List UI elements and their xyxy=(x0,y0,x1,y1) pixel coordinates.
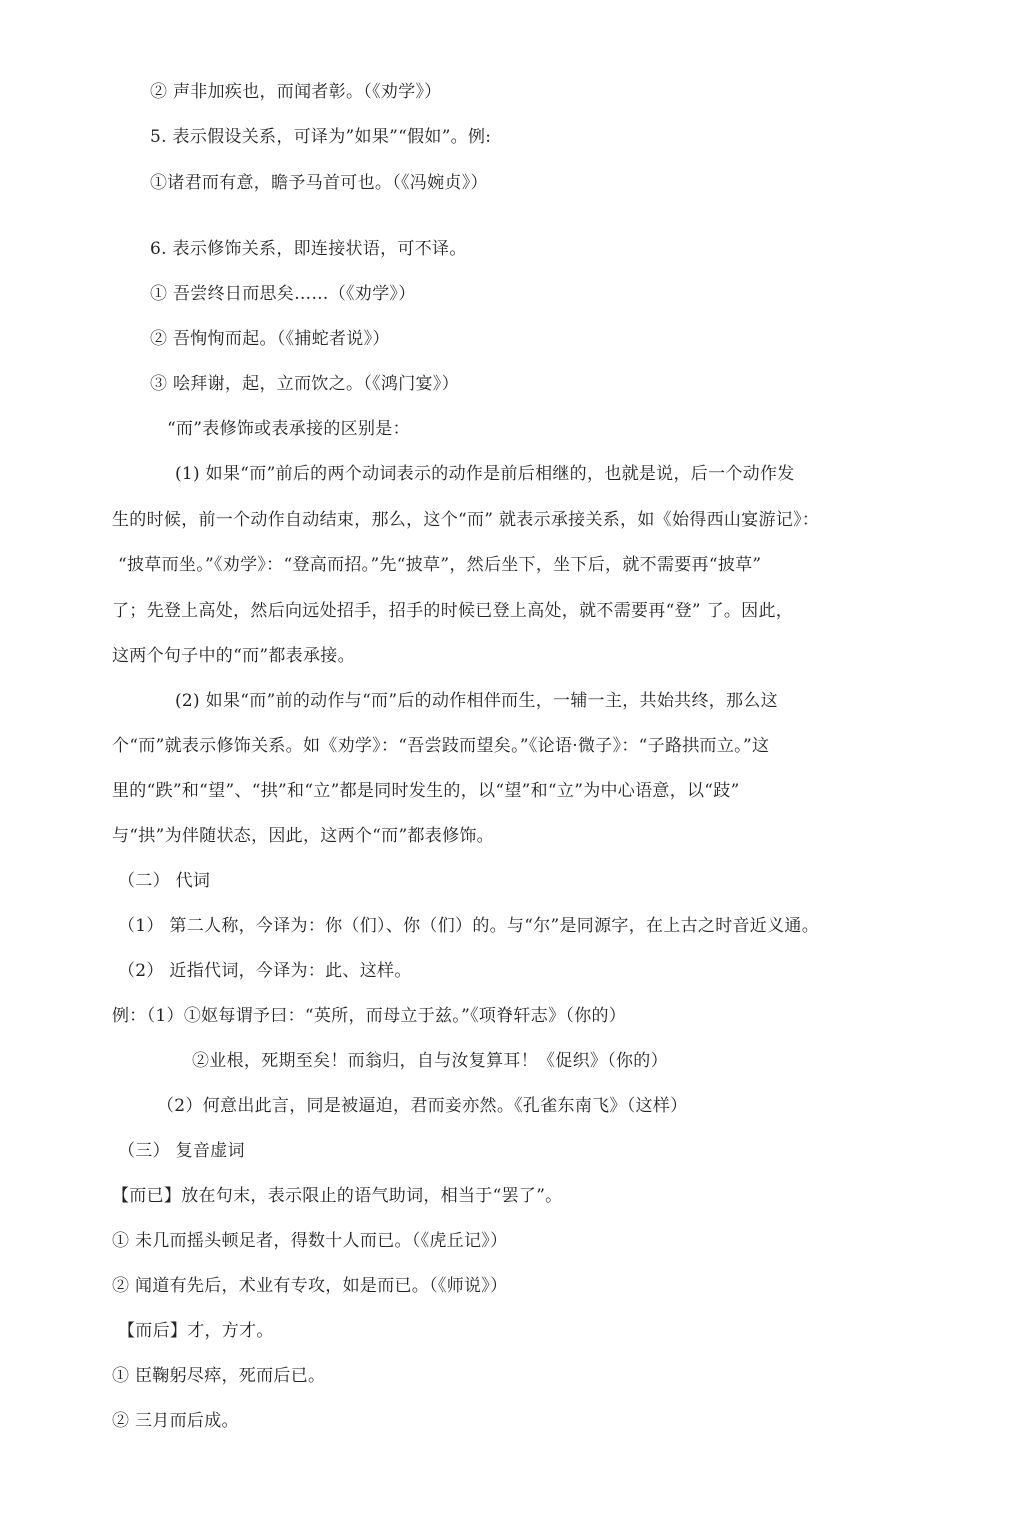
text-line: “而”表修饰或表承接的区别是： xyxy=(167,419,410,439)
text-line: （2） 近指代词，今译为：此、这样。 xyxy=(118,961,412,981)
text-line: ② 声非加疾也，而闻者彰。（《劝学》） xyxy=(150,82,442,102)
text-line: (2) 如果“而”前的动作与“而”后的动作相伴而生，一辅一主，共始共终，那么这 xyxy=(175,691,778,711)
text-line: 个“而”就表示修饰关系。如《劝学》：“吾尝跂而望矣。”《论语·微子》：“子路拱而立。”这 xyxy=(112,736,770,756)
text-line: （2）何意出此言，同是被逼迫，君而妾亦然。《孔雀东南飞》（这样） xyxy=(157,1096,688,1116)
text-line: 5. 表示假设关系，可译为”如果”“假如”。例: xyxy=(150,127,492,147)
text-line: ①诸君而有意，瞻予马首可也。（《冯婉贞》） xyxy=(150,173,488,193)
text-line: 生的时候，前一个动作自动结束，那么，这个“而” 就表示承接关系，如《始得西山宴游记》： xyxy=(112,510,820,530)
text-line: 了；先登上高处，然后向远处招手，招手的时候已登上高处，就不需要再“登” 了。因此， xyxy=(112,601,794,621)
section-heading: （三） 复音虚词 xyxy=(118,1141,245,1161)
text-line: 例：（1）①妪每谓予曰：“英所，而母立于兹。”《项脊轩志》（你的） xyxy=(112,1006,627,1026)
text-line: “披草而坐。”《劝学》：“登高而招。”先“披草”，然后坐下，坐下后，就不需要再“披草” xyxy=(118,555,762,575)
text-line: 里的“跌”和“望”、“拱”和“立”都是同时发生的，以“望”和“立”为中心语意，以“跂” xyxy=(112,781,740,801)
text-line: 【而已】放在句末，表示限止的语气助词，相当于“罢了”。 xyxy=(112,1186,563,1206)
text-line: （1） 第二人称，今译为：你（们）、你（们）的。与“尔”是同源字，在上古之时音近义通。 xyxy=(118,916,819,936)
text-line: 6. 表示修饰关系，即连接状语，可不译。 xyxy=(150,239,467,259)
text-line: ③ 哙拜谢，起，立而饮之。（《鸿门宴》） xyxy=(150,374,459,394)
text-line: 【而后】才，方才。 xyxy=(118,1321,274,1341)
text-line: ① 臣鞠躬尽瘁，死而后已。 xyxy=(112,1366,326,1386)
text-line: ② 吾恂恂而起。（《捕蛇者说》） xyxy=(150,329,390,349)
text-line: 与“拱”为伴随状态，因此，这两个“而”都表修饰。 xyxy=(112,826,494,846)
text-line: ① 吾尝终日而思矣……（《劝学》） xyxy=(150,284,416,304)
text-line: ② 三月而后成。 xyxy=(112,1411,239,1431)
text-line: (1) 如果“而”前后的两个动词表示的动作是前后相继的，也就是说，后一个动作发 xyxy=(175,464,795,484)
text-line: ②业根，死期至矣！而翁归，自与汝复算耳！《促织》（你的） xyxy=(192,1051,668,1071)
text-line: ② 闻道有先后，术业有专攻，如是而已。（《师说》） xyxy=(112,1276,508,1296)
section-heading: （二） 代词 xyxy=(118,871,211,891)
text-line: ① 未几而摇头顿足者，得数十人而已。（《虎丘记》） xyxy=(112,1231,508,1251)
text-line: 这两个句子中的“而”都表承接。 xyxy=(112,646,355,666)
